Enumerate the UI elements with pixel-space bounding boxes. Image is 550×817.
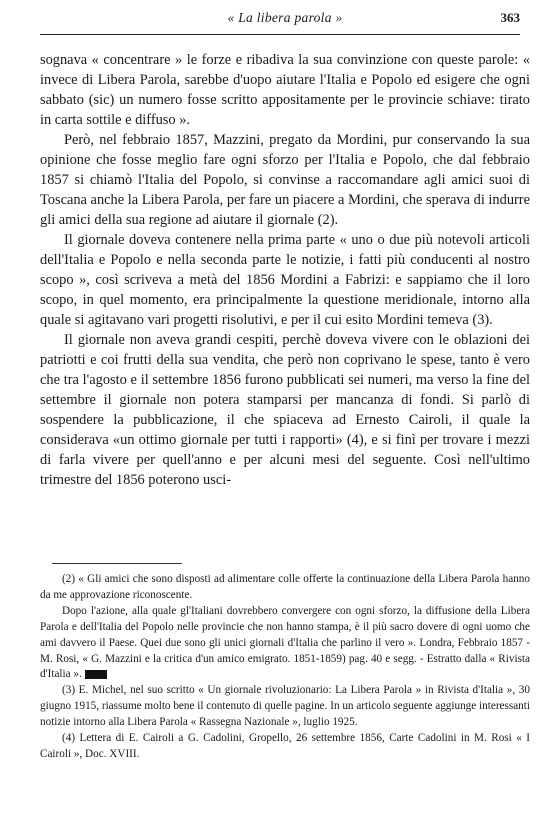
running-title: « La libera parola » bbox=[227, 10, 343, 25]
paragraph-3: Il giornale doveva contenere nella prima parte « uno o due più notevoli articoli dell'Italia e Popolo e nella seconda parte le notizie, i fatti più conducenti al nostro scopo », così scriveva a metà del 1856 Mordini a Fabrizi: e sappiamo che il loro scopo, in quel momento, era principalmente la questione meridionale, intorno alla quale si agitavano vari progetti risolutivi, e per il cui esito Mordini temeva (3). bbox=[40, 232, 530, 328]
footnotes bbox=[40, 572, 530, 763]
main-text bbox=[40, 50, 530, 490]
paragraph-1: sognava « concentrare » le forze e ribadiva la sua convinzione con queste parole: « invece di Libera Parola, sarebbe d'uopo aiutare l'Italia e Popolo ed esigere che ogni sabbato (sic) un numero fosse scritto appositamente per le provincie schiave: tirato in carta sottile e diffuso ». bbox=[40, 52, 530, 128]
paragraph-4: Il giornale non aveva grandi cespiti, perchè doveva vivere con le oblazioni dei patriotti e coi frutti della sua vendita, che però non coprivano le spese, tanto è vero che tra l'agosto e il settembre 1856 furono pubblicati sei numeri, ma verso la fine del settembre il giornale non potera stamparsi per mancanza di fondi. Si parlò di sospendere la pubblicazione, il che spiaceva ad Ernesto Cairoli, il quale la considerava «un ottimo giornale per tutti i rapporti» (4), e si finì per trovare i mezzi di farla vivere per quell'anno e per alcuni mesi del seguente. Così nell'ultimo trimestre del 1856 poterono usci- bbox=[40, 332, 530, 488]
footnote-4: (4) Lettera di E. Cairoli a G. Cadolini, Gropello, 26 settembre 1856, Carte Cadolini in M. Rosi « I Cairoli », Doc. XVIII. bbox=[40, 732, 530, 760]
footnote-2: (2) « Gli amici che sono disposti ad alimentare colle offerte la continuazione della Libera Parola hanno da me approvazione riconoscente. bbox=[40, 573, 530, 601]
footnote-2-continuation bbox=[40, 604, 530, 684]
footnote-rule bbox=[52, 563, 182, 564]
footnote-2-continuation-text: Dopo l'azione, alla quale gl'Italiani dovrebbero convergere con ogni sforzo, la diffusione della Libera Parola e dell'Italia del Popolo nelle provincie che non hanno stampa, è il più sacro dovere di ogni uomo che ami davvero il Paese. Quei due sono gli unici giornali d'Italia che parlino il vero ». Londra, Febbraio 1857 - M. Rosi, « G. Mazzini e la critica d'un amico emigrato. 1851-1859) pag. 40 e segg. - Estratto dalla « Rivista d'Italia ». bbox=[40, 604, 530, 681]
running-head bbox=[50, 10, 520, 30]
paragraph-2: Però, nel febbraio 1857, Mazzini, pregato da Mordini, pur conservando la sua opinione che fosse meglio fare ogni sforzo per l'Italia e Popolo, che dal febbraio 1857 si chiamò l'Italia del Popolo, si convinse a raccomandare agli amici suoi di Toscana anche la Libera Parola, per fare un piacere a Mordini, che sperava di indurre gli amici della sua regione ad aiutare il giornale (2). bbox=[40, 132, 530, 228]
ink-blot bbox=[85, 670, 107, 679]
header-rule bbox=[40, 34, 520, 35]
page-number: 363 bbox=[500, 10, 520, 25]
footnote-3: (3) E. Michel, nel suo scritto « Un giornale rivoluzionario: La Libera Parola » in Rivista d'Italia », 30 giugno 1915, riassume molto bene il contenuto di quelle pagine. In un articolo seguente aggiunge interessanti notizie intorno alla Libera Parola « Rassegna Nazionale », luglio 1925. bbox=[40, 684, 530, 729]
